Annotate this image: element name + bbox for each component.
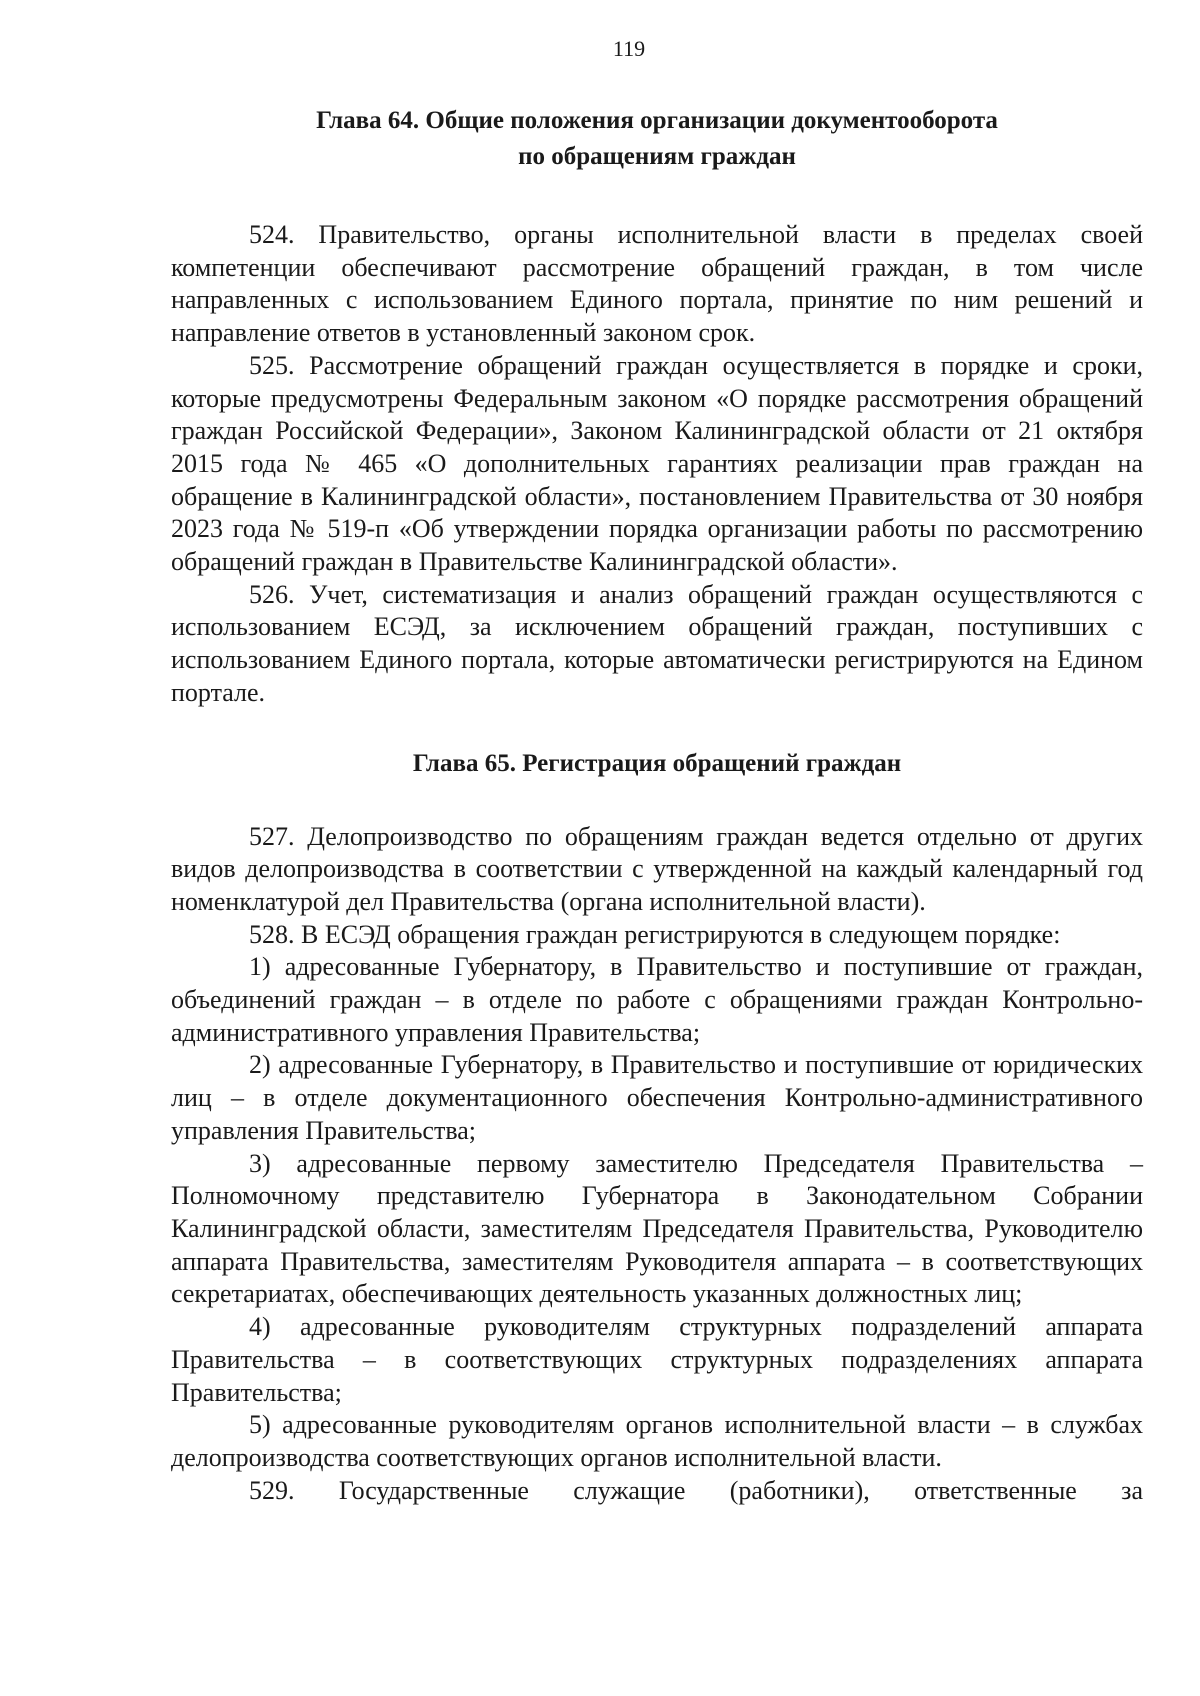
chapter-64-title-line-2: по обращениям граждан xyxy=(518,143,796,170)
chapter-64-heading xyxy=(171,103,1143,175)
list-item-2: 2) адресованные Губернатору, в Правительство и поступившие от юридических лиц – в отделе документационного обеспечения Контрольно-административного управления Правительства; xyxy=(171,1050,1143,1145)
chapter-64-title-line-1: Глава 64. Общие положения организации документооборота xyxy=(316,107,998,134)
paragraph-527: 527. Делопроизводство по обращениям граждан ведется отдельно от других видов делопроизводства в соответствии с утвержденной на каждый календарный год номенклатурой дел Правительства (органа исполнительной власти). xyxy=(171,821,1143,916)
paragraph-524: 524. Правительство, органы исполнительной власти в пределах своей компетенции обеспечивают рассмотрение обращений граждан, в том числе направленных с использованием Единого портала, принятие по ним решений и направление ответов в установленный законом срок. xyxy=(171,220,1143,348)
list-item-1: 1) адресованные Губернатору, в Правительство и поступившие от граждан, объединений граждан – в отделе по работе с обращениями граждан Контрольно-административного управления Правительства; xyxy=(171,952,1143,1047)
paragraph-525: 525. Рассмотрение обращений граждан осуществляется в порядке и сроки, которые предусмотрены Федеральным законом «О порядке рассмотрения обращений граждан Российской Федерации», Законом Калининградской области от 21 октября 2015 года № 465 «О дополнительных гарантиях реализации прав граждан на обращение в Калининградской области», постановлением Правительства от 30 ноября 2023 года № 519-п «Об утверждении порядка организации работы по рассмотрению обращений граждан в Правительстве Калининградской области». xyxy=(171,350,1143,577)
paragraph-529: 529. Государственные служащие (работники), ответственные за xyxy=(249,1475,1143,1505)
chapter-65-heading: Глава 65. Регистрация обращений граждан xyxy=(412,749,902,777)
list-item-3: 3) адресованные первому заместителю Председателя Правительства – Полномочному представителю Губернатора в Законодательном Собрании Калининградской области, заместителям Председателя Правительства, Руководителю аппарата Правительства, заместителям Руководителя аппарата – в соответствующих секретариатах, обеспечивающих деятельность указанных должностных лиц; xyxy=(171,1148,1143,1309)
page-number: 119 xyxy=(612,36,646,61)
page-content xyxy=(171,103,1143,1507)
paragraph-528: 528. В ЕСЭД обращения граждан регистрируются в следующем порядке: xyxy=(249,919,1061,949)
paragraph-526: 526. Учет, систематизация и анализ обращений граждан осуществляются с использованием ЕСЭД, за исключением обращений граждан, поступивших с использованием Единого портала, которые автоматически регистрируются на Едином портале. xyxy=(171,579,1143,707)
list-item-4: 4) адресованные руководителям структурных подразделений аппарата Правительства – в соответствующих структурных подразделениях аппарата Правительства; xyxy=(171,1312,1143,1407)
list-item-5: 5) адресованные руководителям органов исполнительной власти – в службах делопроизводства соответствующих органов исполнительной власти. xyxy=(171,1410,1143,1472)
